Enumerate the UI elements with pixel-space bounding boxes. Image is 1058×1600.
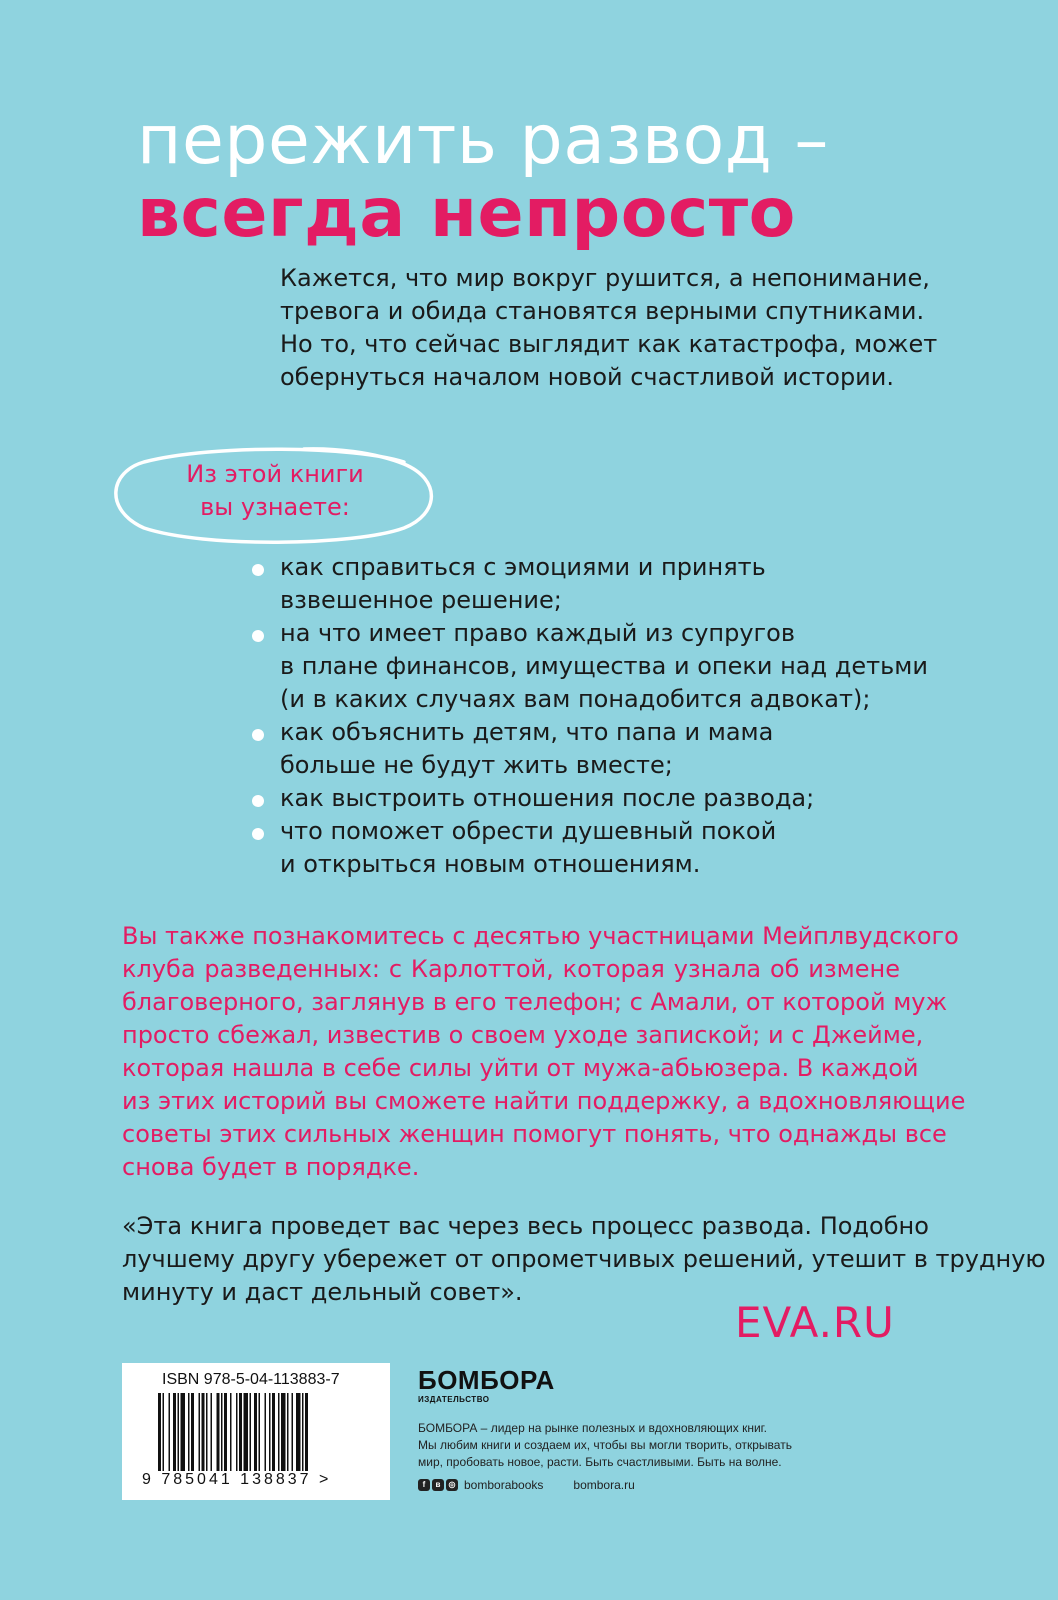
vk-icon: в [432,1479,444,1491]
barcode-bar [287,1393,289,1471]
list-item-line: что поможет обрести душевный покой [280,817,777,845]
list-item-line: взвешенное решение; [280,586,562,614]
quote-line: минуту и даст дельный совет». [122,1278,523,1306]
paragraph-line: Вы также познакомитесь с десятью участницами Мейплвудского [122,922,959,950]
barcode-bar [211,1393,213,1471]
barcode-bar [217,1393,220,1471]
list-item-line: как выстроить отношения после развода; [280,784,815,812]
intro-line: Но то, что сейчас выглядит как катастрофа, может [280,330,938,358]
barcode-bar [206,1393,208,1471]
paragraph-line: советы этих сильных женщин помогут понять, что однажды все [122,1120,947,1148]
publisher-sub: ИЗДАТЕЛЬСТВО [418,1395,490,1404]
barcode-bar [221,1393,223,1471]
barcode-bar [272,1393,275,1471]
headline-line-1: пережить развод – [137,101,829,180]
barcode-bar [169,1393,171,1471]
barcode-bar [281,1393,286,1471]
barcode-bar [254,1393,257,1471]
callout-line: вы узнаете: [200,493,350,521]
quote-line: «Эта книга проведет вас через весь процесс развода. Подобно [122,1212,929,1240]
barcode-bar [296,1393,301,1471]
barcode-bar [305,1393,308,1471]
intro-line: тревога и обида становятся верными спутниками. [280,297,925,325]
list-item [252,716,952,782]
callout-line: Из этой книги [186,460,364,488]
review-quote [122,1210,1046,1309]
barcode-bar [224,1393,227,1471]
paragraph-line: которая нашла в себе силы уйти от мужа-абьюзера. В каждой [122,1054,919,1082]
social-handle: bomborabooks [464,1478,544,1492]
headline-line-2: всегда непросто [137,174,796,253]
list-item-line: (и в каких случаях вам понадобится адвокат); [280,685,871,713]
publisher-description [418,1420,878,1471]
barcode-icon [158,1393,354,1471]
paragraph-line: из этих историй вы сможете найти поддержку, а вдохновляющие [122,1087,966,1115]
barcode-bar [191,1393,194,1471]
barcode-bar [158,1393,161,1471]
paragraph-line: снова будет в порядке. [122,1153,420,1181]
publisher-socials [418,1478,635,1492]
barcode-bar [302,1393,304,1471]
barcode-digits: 9 785041 138837 > [142,1471,332,1488]
barcode-bar [230,1393,232,1471]
list-item-line: и открыться новым отношениям. [280,850,701,878]
characters-paragraph [122,920,966,1184]
barcode-bar [239,1393,242,1471]
barcode-bar [163,1393,165,1471]
barcode-bar [250,1393,252,1471]
barcode-bar [188,1393,190,1471]
intro-paragraph [280,262,938,394]
barcode-bar [265,1393,267,1471]
paragraph-line: благоверного, заглянув в его телефон; с Амали, от которой муж [122,988,948,1016]
barcode-bar [278,1393,280,1471]
paragraph-line: клуба разведенных: с Карлоттой, которая узнала об измене [122,955,900,983]
paragraph-line: просто сбежал, известив о своем уходе запиской; и с Джейме, [122,1021,924,1049]
barcode-bar [181,1393,186,1471]
barcode-bar [178,1393,180,1471]
list-item [252,617,952,716]
list-item-line: больше не будут жить вместе; [280,751,673,779]
barcode-bar [292,1393,294,1471]
intro-line: обернуться началом новой счастливой истории. [280,363,895,391]
description-line: мир, пробовать новое, расти. Быть счастливыми. Быть на волне. [418,1455,782,1469]
list-item-line: как объяснить детям, что папа и мама [280,718,774,746]
description-line: Мы любим книги и создаем их, чтобы вы могли творить, открывать [418,1438,792,1452]
list-item [252,815,952,881]
quote-source: EVA.RU [735,1298,895,1347]
list-item [252,551,952,617]
barcode-panel [122,1363,390,1500]
instagram-icon: ◎ [446,1479,458,1491]
barcode-bar [244,1393,249,1471]
barcode-bar [202,1393,205,1471]
facebook-icon: f [418,1479,430,1491]
list-item-line: как справиться с эмоциями и принять [280,553,766,581]
callout-text [150,458,400,524]
bullet-list [252,551,952,881]
description-line: БОМБОРА – лидер на рынке полезных и вдохновляющих книг. [418,1421,767,1435]
list-item-line: на что имеет право каждый из супругов [280,619,795,647]
publisher-name: БОМБОРА [418,1365,555,1395]
intro-line: Кажется, что мир вокруг рушится, а непонимание, [280,264,930,292]
barcode-bar [269,1393,271,1471]
list-item-line: в плане финансов, имущества и опеки над детьми [280,652,928,680]
barcode-bar [236,1393,238,1471]
barcode-bar [173,1393,176,1471]
website-link: bombora.ru [573,1478,635,1492]
barcode-bar [199,1393,201,1471]
isbn-label: ISBN 978-5-04-113883-7 [162,1371,340,1388]
quote-line: лучшему другу убережет от опрометчивых решений, утешит в трудную [122,1245,1046,1273]
list-item [252,782,952,815]
barcode-bar [259,1393,261,1471]
publisher-logo [418,1366,555,1404]
